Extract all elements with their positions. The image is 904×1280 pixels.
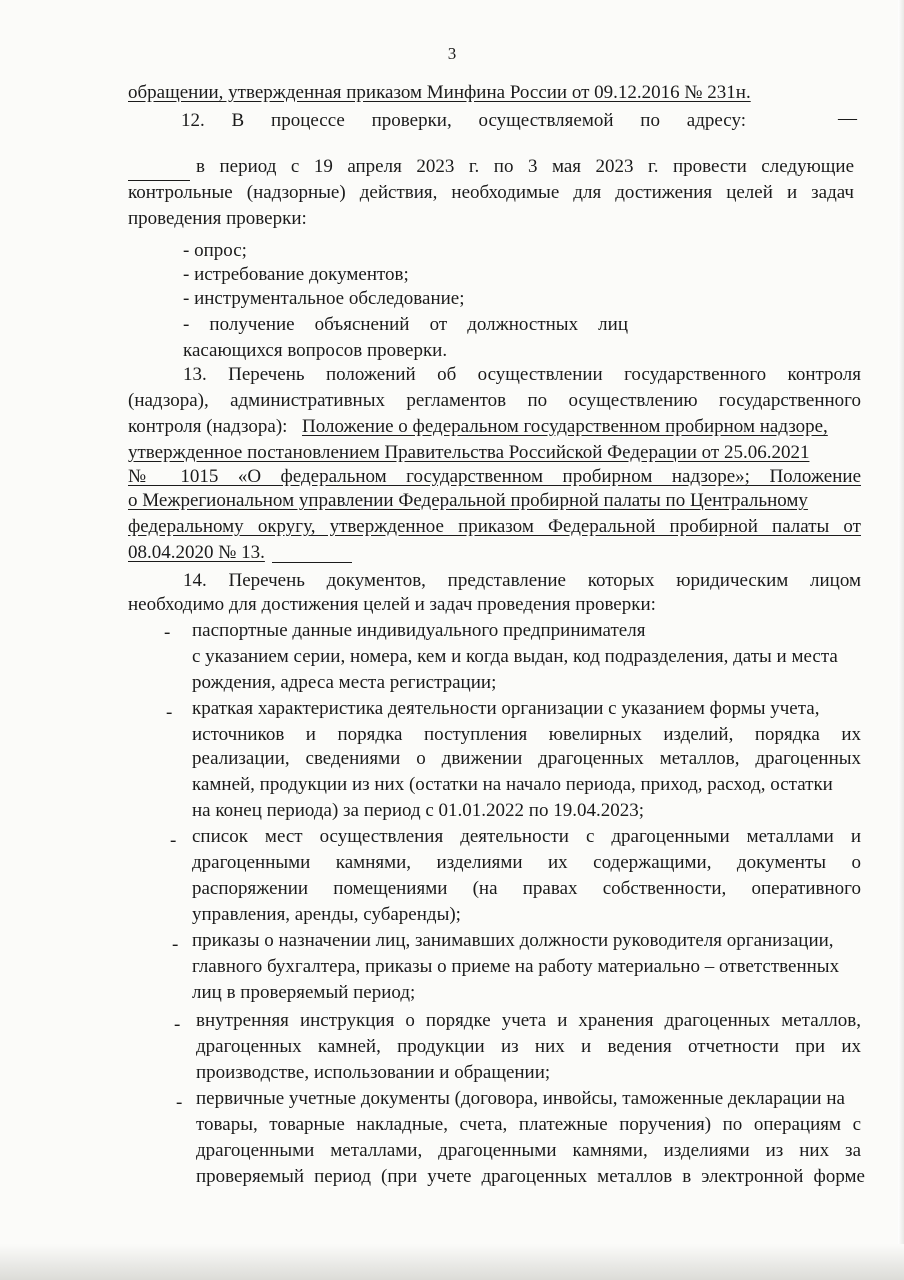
scan-shadow <box>0 1244 904 1280</box>
text-line: драгоценными металлами, драгоценными камнями, изделиями из них за <box>196 1140 861 1161</box>
text-line: проведения проверки: <box>128 208 307 229</box>
list-item: краткая характеристика деятельности организации с указанием формы учета, <box>192 698 820 719</box>
scan-edge <box>898 0 904 1280</box>
text-line: необходимо для достижения целей и задач проведения проверки: <box>128 594 656 615</box>
text-line: контрольные (надзорные) действия, необходимые для достижения целей и задач <box>128 182 854 203</box>
bullet: - <box>166 702 173 723</box>
text-line: контроля (надзора): <box>128 416 288 437</box>
text-line: федеральному округу, утвержденное приказом Федеральной пробирной палаты от <box>128 516 861 537</box>
text-line: драгоценными камнями, изделиями их содержащими, документы о <box>192 852 861 873</box>
bullet: - <box>172 934 179 955</box>
bullet: - <box>164 622 171 643</box>
text-line: касающихся вопросов проверки. <box>183 340 448 361</box>
text-line: в период с 19 апреля 2023 г. по 3 мая 2023 г. провести следующие <box>196 156 854 177</box>
item-14-heading: 14. Перечень документов, представление которых юридическим лицом <box>183 570 861 591</box>
underline-filler <box>272 562 352 563</box>
item-12-heading: 12. В процессе проверки, осуществляемой по адресу: <box>181 110 746 131</box>
text-line: с указанием серии, номера, кем и когда выдан, код подразделения, даты и места <box>192 646 838 667</box>
page-number: 3 <box>447 44 457 63</box>
text-line: источников и порядка поступления ювелирных изделий, порядка их <box>192 724 861 745</box>
item-13-heading: 13. Перечень положений об осуществлении государственного контроля <box>183 364 861 385</box>
text-line: производстве, использовании и обращении; <box>196 1062 551 1083</box>
text-line: драгоценных камней, продукции из них и ведения отчетности при их <box>196 1036 861 1057</box>
list-item: приказы о назначении лиц, занимавших должности руководителя организации, <box>192 930 834 951</box>
text-line: рождения, адреса места регистрации; <box>192 672 497 693</box>
list-item: - инструментальное обследование; <box>183 288 465 309</box>
bullet: - <box>174 1014 181 1035</box>
text-line: реализации, сведениями о движении драгоценных металлов, драгоценных <box>192 748 861 769</box>
list-item: список мест осуществления деятельности с драгоценными металлами и <box>192 826 861 847</box>
text-line: Положение о федеральном государственном пробирном надзоре, <box>302 416 828 437</box>
text-line: обращении, утвержденная приказом Минфина России от 09.12.2016 № 231н. <box>128 82 751 103</box>
text-line: утвержденное постановлением Правительства Российской Федерации от 25.06.2021 <box>128 442 810 463</box>
text-line: камней, продукции из них (остатки на начало периода, приход, расход, остатки <box>192 774 833 795</box>
text-line: на конец периода) за период с 01.01.2022 по 19.04.2023; <box>192 800 644 821</box>
list-item: паспортные данные индивидуального предпринимателя <box>192 620 646 641</box>
bullet: - <box>176 1092 183 1113</box>
text-line: главного бухгалтера, приказы о приеме на работу материально – ответственных <box>192 956 840 977</box>
list-item: - опрос; <box>183 240 247 261</box>
text-line: распоряжении помещениями (на правах собственности, оперативного <box>192 878 861 899</box>
bullet: - <box>170 830 177 851</box>
text-line: (надзора), административных регламентов по осуществлению государственного <box>128 390 861 411</box>
list-item: - получение объяснений от должностных лиц <box>183 314 628 335</box>
text-line: 08.04.2020 № 13. <box>128 542 265 563</box>
text-line: управления, аренды, субаренды); <box>192 904 461 925</box>
list-item: первичные учетные документы (договора, инвойсы, таможенные декларации на <box>196 1088 845 1109</box>
text-fragment: — <box>838 108 857 129</box>
text-line: проверяемый период (при учете драгоценных металлов в электронной форме <box>196 1166 865 1187</box>
list-item: внутренняя инструкция о порядке учета и хранения драгоценных металлов, <box>196 1010 861 1031</box>
list-item: - истребование документов; <box>183 264 409 285</box>
text-line: № 1015 «О федеральном государственном пробирном надзоре»; Положение <box>128 466 861 487</box>
text-line: товары, товарные накладные, счета, платежные поручения) по операциям с <box>196 1114 861 1135</box>
text-line: о Межрегиональном управлении Федеральной пробирной палаты по Центральному <box>128 490 808 511</box>
text-line: лиц в проверяемый период; <box>192 982 416 1003</box>
